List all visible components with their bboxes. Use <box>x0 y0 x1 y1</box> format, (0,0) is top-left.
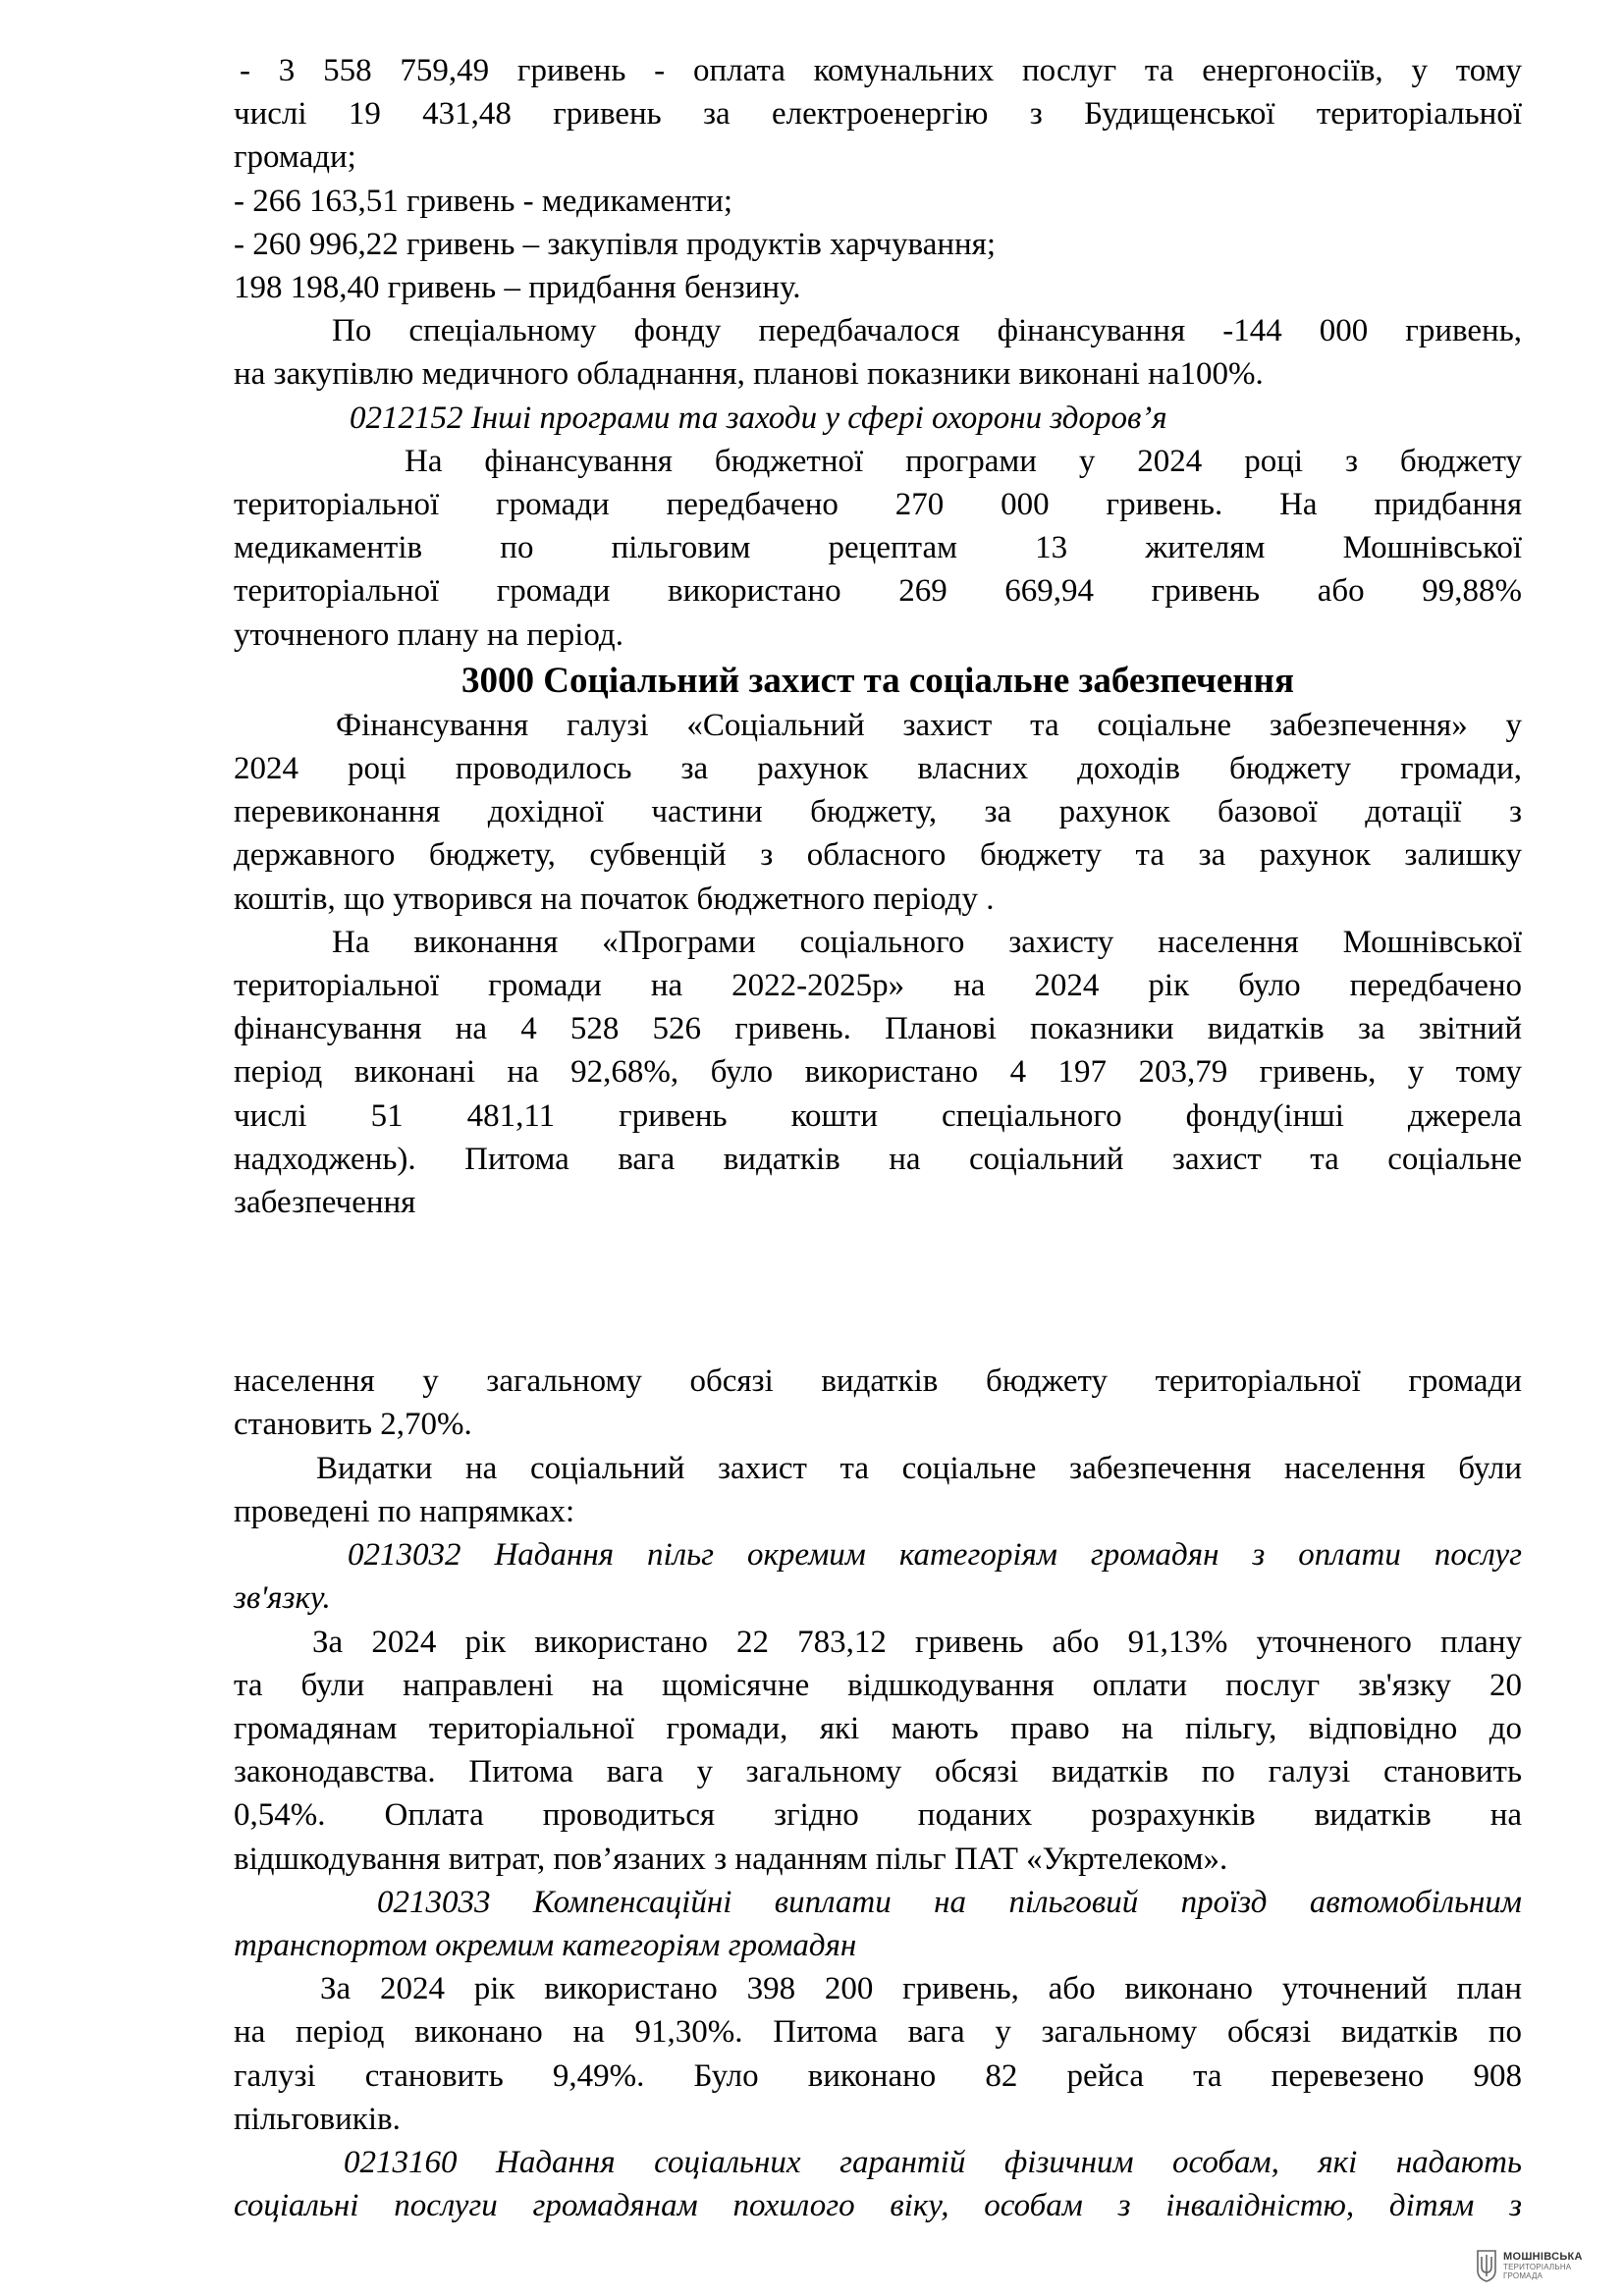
text-line: державного бюджету, субвенцій з обласного бюджету та за рахунок залишку <box>234 837 1522 874</box>
text-line: соціальні послуги громадянам похилого віку, особам з інвалідністю, дітям з <box>234 2188 1522 2224</box>
logo-line-1: МОШНІВСЬКА <box>1503 2251 1583 2263</box>
community-logo <box>1476 2244 1613 2287</box>
text-line: медикаментів по пільговим рецептам 13 жителям Мошнівської <box>234 530 1522 566</box>
page-gap <box>234 1224 1522 1360</box>
text-line: 0213033 Компенсаційні виплати на пільговий проїзд автомобільним <box>377 1884 1522 1920</box>
text-line: Видатки на соціальний захист та соціальне забезпечення населення були <box>316 1450 1522 1486</box>
text-line: на закупівлю медичного обладнання, планові показники виконані на100%. <box>234 356 1264 393</box>
text-line: та були направлені на щомісячне відшкодування оплати послуг зв'язку 20 <box>234 1667 1522 1703</box>
text-line: громадянам територіальної громади, які мають право на пільгу, відповідно до <box>234 1710 1522 1746</box>
text-line: числі 51 481,11 гривень кошти спеціального фонду(інші джерела <box>234 1097 1522 1134</box>
text-line: На фінансування бюджетної програми у 2024 році з бюджету <box>405 443 1522 479</box>
text-line: 2024 році проводилось за рахунок власних доходів бюджету громади, <box>234 751 1522 787</box>
text-line: 0213032 Надання пільг окремим категоріям громадян з оплати послуг <box>348 1537 1522 1574</box>
text-line: 0,54%. Оплата проводиться згідно поданих розрахунків видатків на <box>234 1797 1522 1834</box>
text-line: За 2024 рік використано 22 783,12 гривень або 91,13% уточненого плану <box>312 1624 1522 1660</box>
text-line: становить 2,70%. <box>234 1407 472 1443</box>
text-line: забезпечення <box>234 1185 416 1221</box>
text-line: відшкодування витрат, пов’язаних з наданням пільг ПАТ «Укртелеком». <box>234 1841 1228 1877</box>
text-line: 0212152 Інші програми та заходи у сфері охорони здоров’я <box>350 400 1167 436</box>
text-line: - 266 163,51 гривень - медикаменти; <box>234 183 733 219</box>
text-line: коштів, що утворився на початок бюджетного періоду . <box>234 881 995 917</box>
text-line: на період виконано на 91,30%. Питома вага у загальному обсязі видатків по <box>234 2014 1522 2051</box>
text-line: 198 198,40 гривень – придбання бензину. <box>234 270 801 306</box>
logo-text <box>1503 2251 1583 2280</box>
trident-emblem-icon <box>1476 2249 1497 2282</box>
text-line: транспортом окремим категоріям громадян <box>234 1927 857 1963</box>
text-line: перевиконання дохідної частини бюджету, за рахунок базової дотації з <box>234 794 1522 830</box>
text-line: законодавства. Питома вага у загальному обсязі видатків по галузі становить <box>234 1754 1522 1790</box>
text-line: проведені по напрямках: <box>234 1493 575 1529</box>
text-line: пільговиків. <box>234 2101 401 2137</box>
logo-line-3: ГРОМАДА <box>1503 2271 1543 2280</box>
document-page <box>234 49 1522 2227</box>
text-line: громади; <box>234 139 356 176</box>
text-line: - 3 558 759,49 гривень - оплата комунальних послуг та енергоносіїв, у тому <box>240 53 1522 88</box>
text-line: надходжень). Питома вага видатків на соціальний захист та соціальне <box>234 1141 1522 1177</box>
text-line: 0213160 Надання соціальних гарантій фізичним особам, які надають <box>344 2144 1522 2180</box>
logo-line-2: ТЕРИТОРІАЛЬНА <box>1503 2263 1572 2271</box>
section-heading: 3000 Соціальний захист та соціальне забезпечення <box>461 660 1294 701</box>
text-line: числі 19 431,48 гривень за електроенергію з Будищенської територіальної <box>234 96 1522 133</box>
text-line: Фінансування галузі «Соціальний захист та соціальне забезпечення» у <box>336 707 1522 743</box>
text-line: галузі становить 9,49%. Було виконано 82 рейса та перевезено 908 <box>234 2057 1522 2094</box>
text-line: період виконані на 92,68%, було використано 4 197 203,79 гривень, у тому <box>234 1054 1522 1091</box>
text-line: фінансування на 4 528 526 гривень. Планові показники видатків за звітний <box>234 1011 1522 1047</box>
text-line: зв'язку. <box>234 1580 331 1617</box>
text-line: населення у загальному обсязі видатків бюджету територіальної громади <box>234 1363 1522 1400</box>
text-line: За 2024 рік використано 398 200 гривень, або виконано уточнений план <box>320 1971 1522 2007</box>
text-line: На виконання «Програми соціального захисту населення Мошнівської <box>332 924 1522 960</box>
text-line: територіальної громади передбачено 270 000 гривень. На придбання <box>234 487 1522 523</box>
text-line: територіальної громади використано 269 669,94 гривень або 99,88% <box>234 573 1522 610</box>
text-line: територіальної громади на 2022-2025р» на 2024 рік було передбачено <box>234 968 1522 1004</box>
text-line: По спеціальному фонду передбачалося фінансування -144 000 гривень, <box>332 313 1522 349</box>
text-line: уточненого плану на період. <box>234 616 623 653</box>
text-line: - 260 996,22 гривень – закупівля продуктів харчування; <box>234 226 997 262</box>
